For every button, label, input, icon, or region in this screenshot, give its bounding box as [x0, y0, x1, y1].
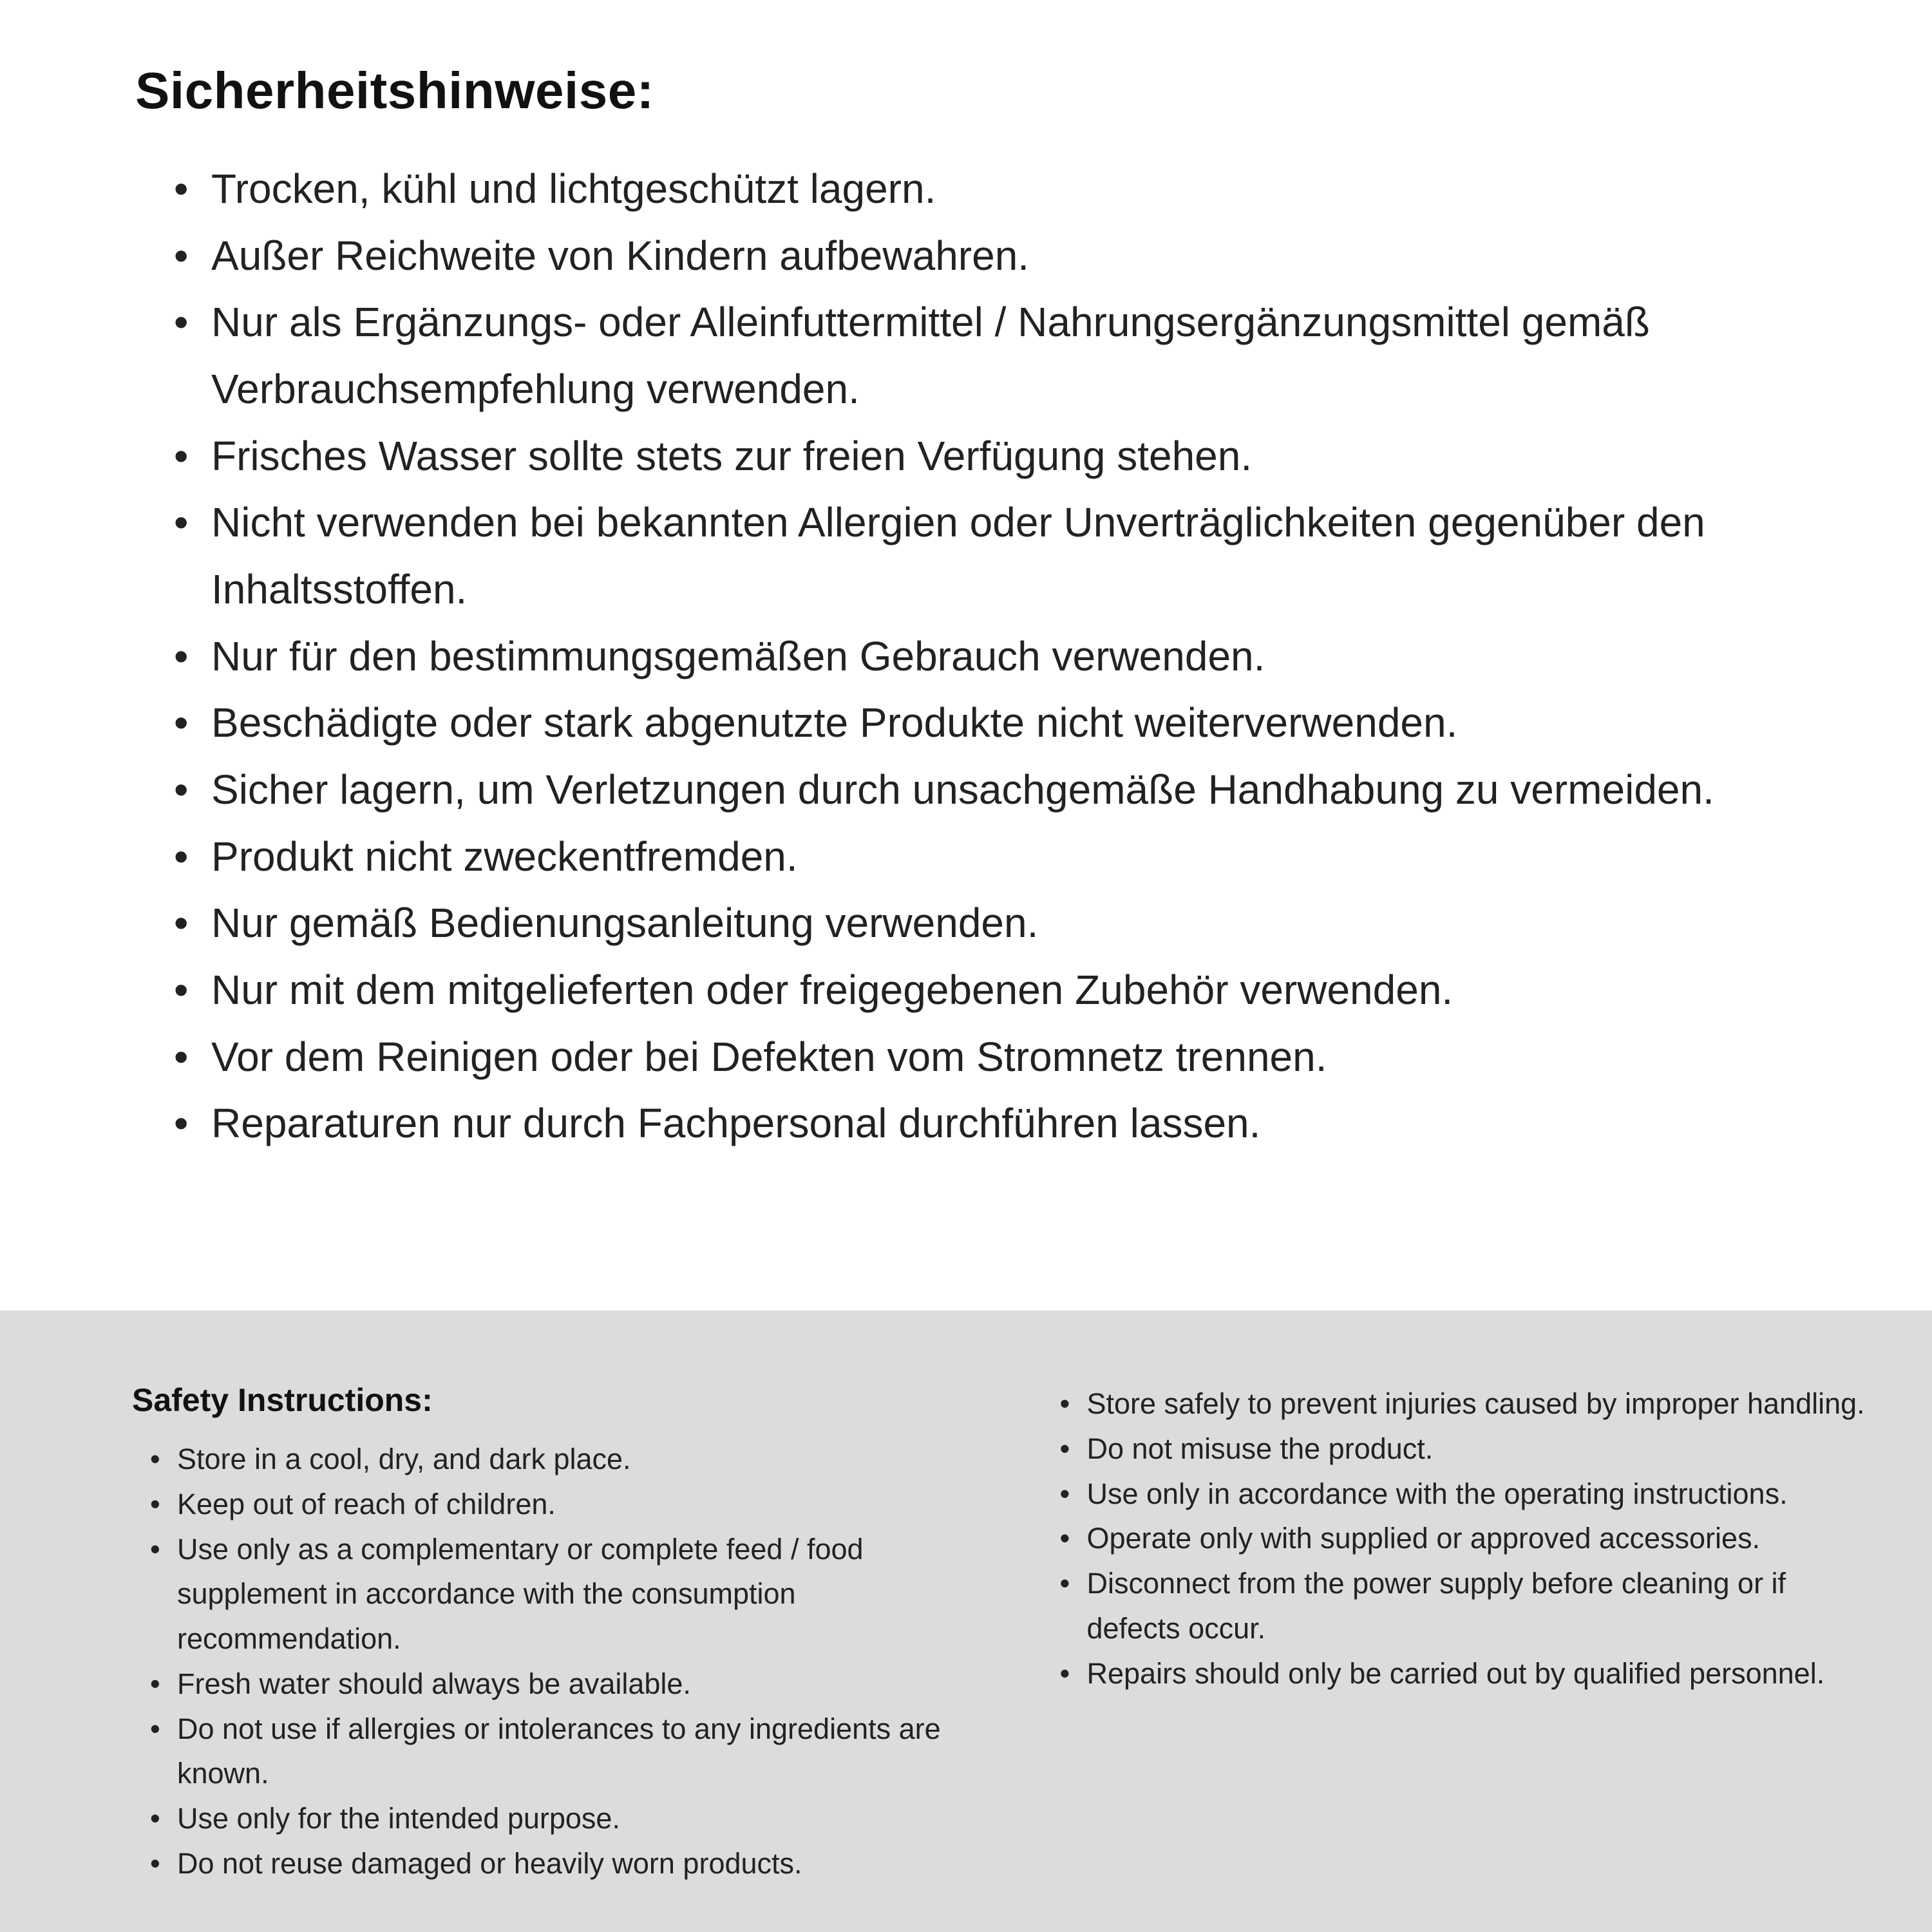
list-item	[174, 223, 1855, 290]
list-item	[174, 690, 1855, 757]
list-item	[174, 623, 1855, 690]
bullet-icon: •	[150, 1443, 160, 1475]
list-item-text: Store safely to prevent injuries caused by improper handling.	[1086, 1387, 1865, 1420]
english-safety-section	[0, 1311, 1932, 1932]
list-item	[1060, 1651, 1868, 1696]
bullet-icon: •	[174, 900, 189, 947]
list-item	[174, 1090, 1855, 1157]
german-safety-section	[135, 61, 1855, 1157]
english-columns	[132, 1381, 1868, 1886]
bullet-icon: •	[150, 1712, 160, 1745]
list-item-text: Nur für den bestimmungsgemäßen Gebrauch verwenden.	[211, 632, 1265, 679]
list-item	[174, 423, 1855, 490]
list-item	[174, 1024, 1855, 1091]
list-item	[1060, 1426, 1868, 1472]
list-item	[174, 289, 1855, 422]
list-item	[174, 489, 1855, 623]
list-item-text: Nur gemäß Bedienungsanleitung verwenden.	[211, 900, 1039, 947]
english-safety-list-right	[1042, 1381, 1868, 1696]
german-section-title: Sicherheitshinweise:	[135, 62, 654, 119]
list-item	[150, 1841, 958, 1886]
german-safety-list	[135, 156, 1855, 1157]
bullet-icon: •	[1059, 1656, 1070, 1690]
bullet-icon: •	[174, 499, 189, 546]
list-item-text: Use only as a complementary or complete feed / food supplement in accordance with the consumption recommendation.	[177, 1532, 864, 1655]
list-item-text: Do not misuse the product.	[1086, 1432, 1434, 1465]
list-item-text: Nur als Ergänzungs- oder Alleinfuttermittel / Nahrungsergänzungsmittel gemäß Verbrauchsempfehlung verwenden.	[211, 299, 1650, 413]
list-item	[1060, 1381, 1868, 1426]
bullet-icon: •	[174, 1100, 189, 1147]
list-item-text: Nur mit dem mitgelieferten oder freigegebenen Zubehör verwenden.	[211, 967, 1454, 1014]
list-item	[1060, 1472, 1868, 1517]
bullet-icon: •	[174, 699, 189, 746]
list-item-text: Produkt nicht zweckentfremden.	[211, 833, 798, 880]
list-item-text: Use only for the intended purpose.	[177, 1802, 620, 1835]
list-item-text: Reparaturen nur durch Fachpersonal durchführen lassen.	[211, 1100, 1261, 1147]
list-item-text: Beschädigte oder stark abgenutzte Produkte nicht weiterverwenden.	[211, 699, 1458, 746]
bullet-icon: •	[1059, 1477, 1070, 1510]
list-item-text: Do not reuse damaged or heavily worn products.	[177, 1846, 802, 1880]
bullet-icon: •	[174, 766, 189, 813]
list-item	[150, 1482, 958, 1527]
bullet-icon: •	[1059, 1387, 1070, 1420]
list-item-text: Vor dem Reinigen oder bei Defekten vom Stromnetz trennen.	[211, 1033, 1327, 1080]
list-item	[150, 1527, 958, 1662]
list-item-text: Repairs should only be carried out by qualified personnel.	[1086, 1656, 1825, 1690]
bullet-icon: •	[150, 1802, 160, 1835]
list-item	[150, 1662, 958, 1707]
bullet-icon: •	[174, 632, 189, 679]
bullet-icon: •	[174, 299, 189, 346]
list-item	[174, 824, 1855, 891]
bullet-icon: •	[150, 1846, 160, 1880]
list-item-text: Nicht verwenden bei bekannten Allergien oder Unverträglichkeiten gegenüber den Inhaltsstoffen.	[211, 499, 1705, 613]
english-section-title: Safety Instructions:	[132, 1382, 433, 1418]
list-item	[1060, 1516, 1868, 1561]
list-item-text: Fresh water should always be available.	[177, 1667, 691, 1700]
bullet-icon: •	[174, 967, 189, 1014]
list-item	[150, 1707, 958, 1797]
list-item	[174, 957, 1855, 1024]
bullet-icon: •	[174, 1033, 189, 1080]
list-item	[174, 156, 1855, 223]
list-item	[150, 1437, 958, 1482]
list-item-text: Disconnect from the power supply before cleaning or if defects occur.	[1086, 1567, 1786, 1645]
bullet-icon: •	[1059, 1432, 1070, 1465]
list-item-text: Do not use if allergies or intolerances to any ingredients are known.	[177, 1712, 941, 1790]
english-right-column	[1042, 1381, 1868, 1886]
list-item	[1060, 1561, 1868, 1651]
english-safety-list-left	[132, 1437, 958, 1886]
list-item-text: Frisches Wasser sollte stets zur freien Verfügung stehen.	[211, 432, 1253, 479]
list-item-text: Trocken, kühl und lichtgeschützt lagern.	[211, 166, 936, 212]
bullet-icon: •	[1059, 1522, 1070, 1555]
bullet-icon: •	[174, 833, 189, 880]
list-item-text: Store in a cool, dry, and dark place.	[177, 1443, 631, 1475]
bullet-icon: •	[174, 432, 189, 479]
bullet-icon: •	[150, 1667, 160, 1700]
list-item-text: Sicher lagern, um Verletzungen durch unsachgemäße Handhabung zu vermeiden.	[211, 766, 1714, 813]
list-item-text: Use only in accordance with the operating instructions.	[1086, 1477, 1788, 1510]
bullet-icon: •	[150, 1487, 160, 1520]
list-item-text: Operate only with supplied or approved accessories.	[1086, 1522, 1761, 1555]
english-left-column	[132, 1381, 958, 1886]
list-item-text: Keep out of reach of children.	[177, 1487, 556, 1520]
bullet-icon: •	[150, 1532, 160, 1566]
list-item	[174, 890, 1855, 957]
bullet-icon: •	[174, 166, 189, 212]
bullet-icon: •	[1059, 1567, 1070, 1600]
list-item-text: Außer Reichweite von Kindern aufbewahren.	[211, 232, 1030, 279]
bullet-icon: •	[174, 232, 189, 279]
list-item	[150, 1796, 958, 1841]
list-item	[174, 757, 1855, 824]
